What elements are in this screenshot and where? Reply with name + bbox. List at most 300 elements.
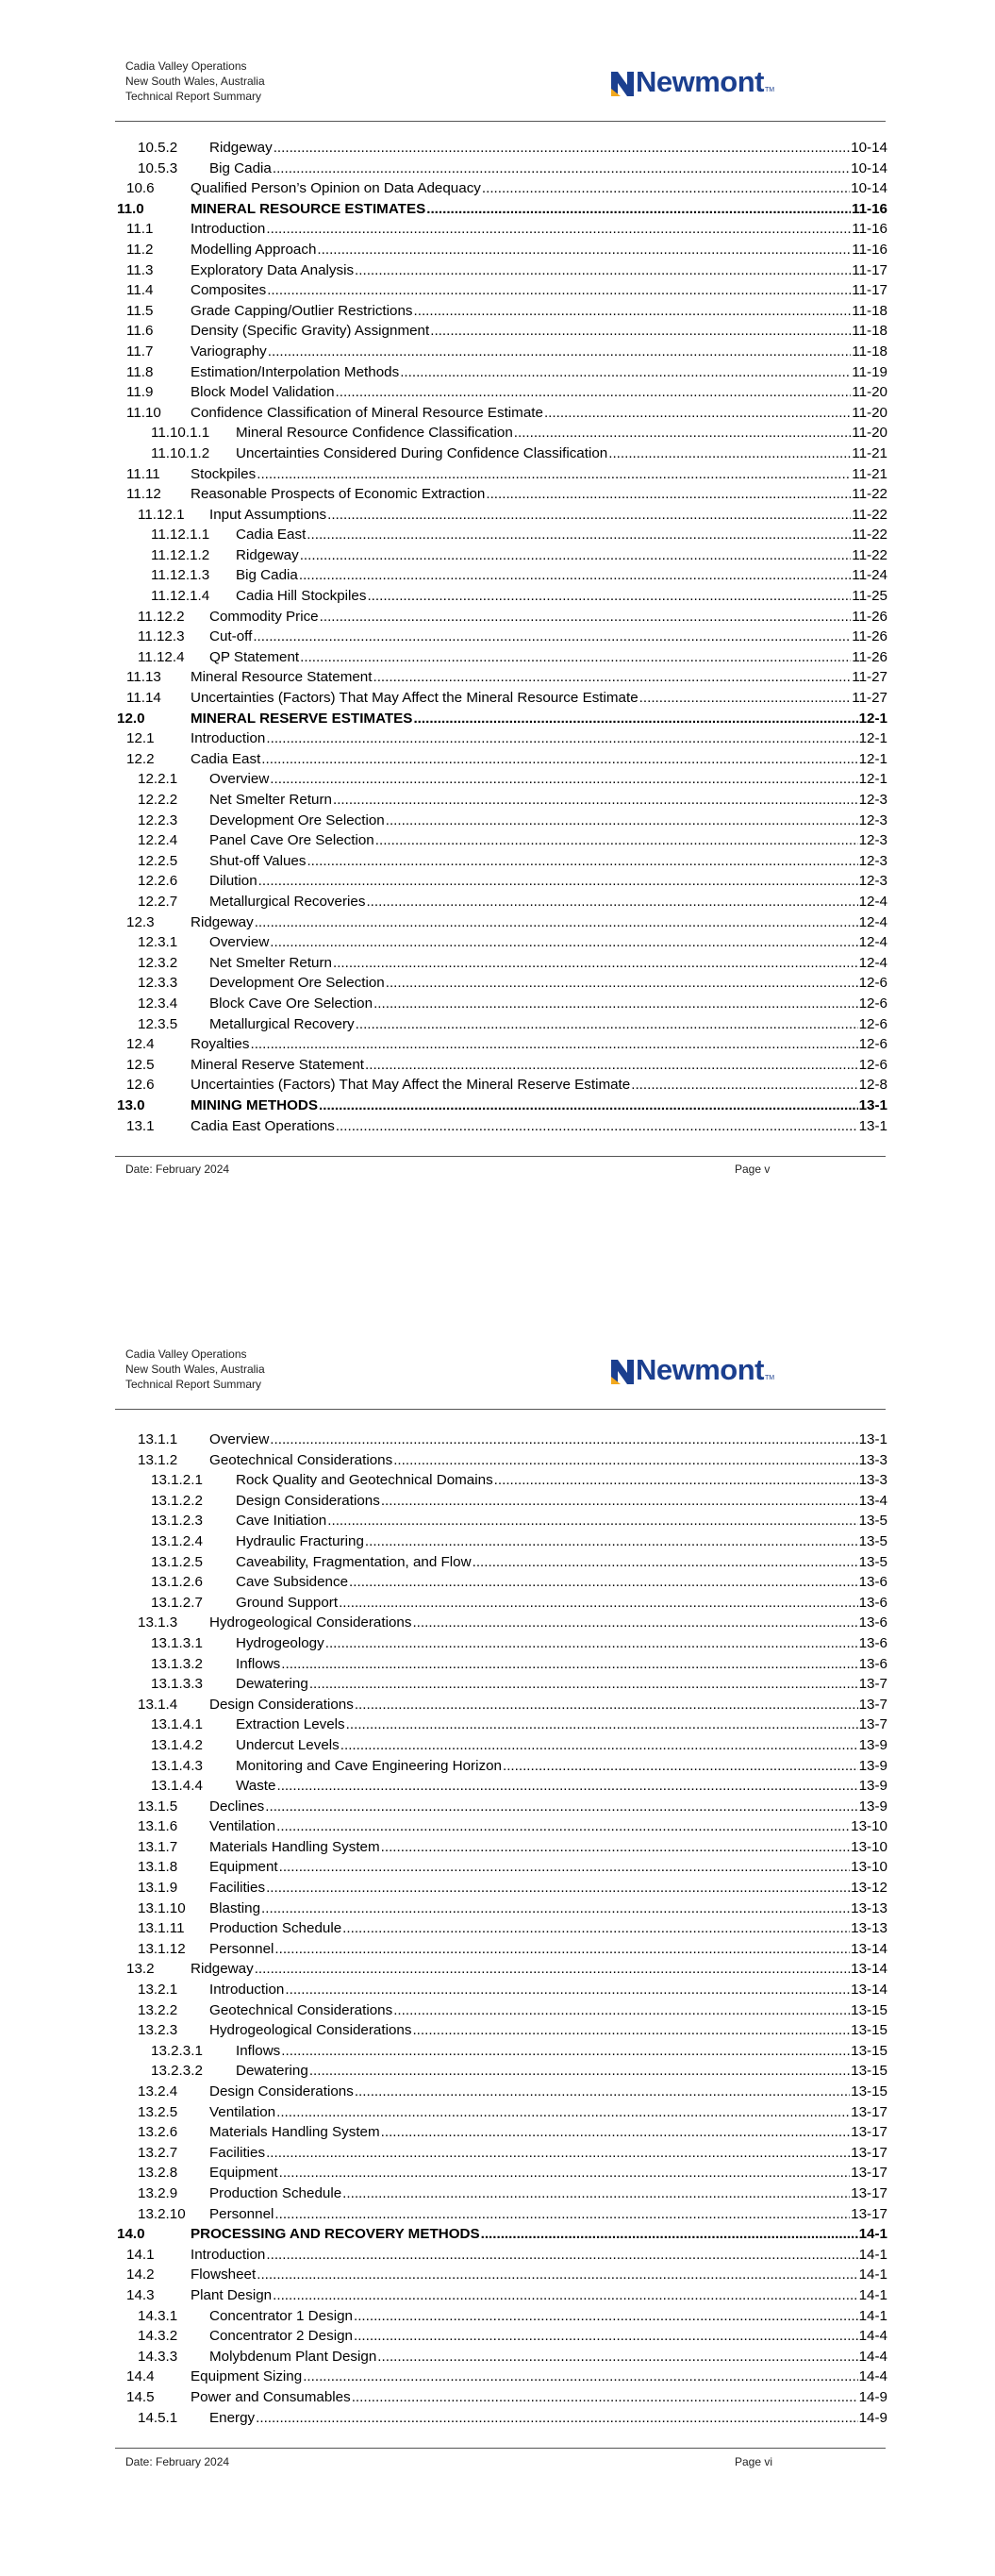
toc-dot-leader [381, 2122, 851, 2143]
toc-entry[interactable] [117, 464, 887, 485]
toc-entry-number: 13.1.5 [138, 1798, 178, 1815]
toc-entry-page: 12-4 [858, 934, 887, 951]
toc-entry[interactable] [117, 1593, 887, 1614]
toc-dot-leader [381, 1837, 851, 1858]
toc-entry[interactable] [117, 1816, 887, 1837]
toc-entry[interactable] [117, 545, 887, 566]
toc-entry-title: Uncertainties (Factors) That May Affect the Mineral Reserve Estimate [191, 1075, 631, 1096]
toc-entry[interactable] [117, 1654, 887, 1675]
toc-entry-number: 11.4 [126, 282, 154, 299]
toc-dot-leader [281, 2041, 850, 2062]
toc-entry[interactable] [117, 2347, 887, 2367]
logo-trademark: TM [765, 1375, 775, 1381]
toc-entry-number: 11.12.3 [138, 628, 185, 645]
toc-entry[interactable] [117, 1776, 887, 1797]
toc-entry-number: 14.3.2 [138, 2328, 178, 2345]
toc-entry[interactable] [117, 1715, 887, 1735]
toc-entry-number: 11.11 [126, 465, 160, 482]
toc-dot-leader [319, 1096, 858, 1116]
toc-entry[interactable] [117, 301, 887, 322]
toc-entry[interactable] [117, 1531, 887, 1552]
toc-entry[interactable] [117, 871, 887, 892]
toc-dot-leader [257, 464, 851, 485]
toc-entry[interactable] [117, 1613, 887, 1633]
toc-dot-leader [393, 2000, 850, 2021]
toc-entry[interactable] [117, 709, 887, 729]
toc-entry-title: Hydraulic Fracturing [236, 1531, 365, 1552]
newmont-logo [611, 64, 774, 96]
toc-dot-leader [270, 769, 857, 790]
toc-entry[interactable] [117, 2020, 887, 2041]
footer-date: Date: February 2024 [125, 1163, 230, 1176]
toc-dot-leader [481, 2224, 858, 2245]
toc-entry[interactable] [117, 607, 887, 627]
toc-entry[interactable] [117, 1116, 887, 1137]
toc-entry-page: 12-4 [858, 913, 887, 930]
toc-entry-page: 13-17 [851, 2124, 887, 2141]
toc-dot-leader [281, 1654, 857, 1675]
toc-entry-page: 13-9 [858, 1798, 887, 1815]
toc-entry-page: 11-20 [852, 425, 887, 442]
toc-entry[interactable] [117, 1980, 887, 2000]
toc-entry-number: 14.0 [117, 2226, 145, 2243]
toc-entry-page: 12-4 [858, 893, 887, 910]
toc-entry[interactable] [117, 2204, 887, 2225]
header-rule [115, 121, 886, 122]
toc-entry-page: 12-3 [858, 792, 887, 808]
toc-dot-leader [339, 1593, 858, 1614]
toc-entry-page: 14-1 [858, 2267, 887, 2283]
toc-entry[interactable] [117, 1055, 887, 1076]
toc-dot-leader [333, 953, 858, 974]
toc-entry[interactable] [117, 2367, 887, 2387]
toc-entry[interactable] [117, 382, 887, 403]
toc-dot-leader [412, 1613, 857, 1633]
toc-entry[interactable] [117, 627, 887, 647]
toc-entry-page: 10-14 [851, 140, 887, 156]
toc-entry-number: 13.2.3.1 [151, 2042, 203, 2059]
toc-dot-leader [261, 1899, 850, 1919]
toc-entry-page: 11-16 [851, 200, 887, 217]
toc-entry-title: Qualified Person’s Opinion on Data Adequacy [191, 178, 482, 199]
toc-entry-number: 14.5.1 [138, 2409, 178, 2426]
toc-dot-leader [514, 423, 852, 443]
toc-entry-number: 12.3.2 [138, 954, 178, 971]
toc-entry-title: Reasonable Prospects of Economic Extraction [191, 484, 486, 505]
toc-dot-leader [393, 1450, 857, 1471]
logo-trademark: TM [765, 87, 775, 93]
toc-dot-leader [266, 219, 851, 240]
toc-entry-title: Undercut Levels [236, 1735, 340, 1756]
toc-entry-page: 12-3 [858, 873, 887, 890]
toc-entry[interactable] [117, 1034, 887, 1055]
toc-entry[interactable] [117, 2387, 887, 2408]
toc-entry-page: 14-9 [858, 2388, 887, 2405]
toc-entry[interactable] [117, 2408, 887, 2429]
toc-entry[interactable] [117, 1857, 887, 1878]
toc-entry[interactable] [117, 2122, 887, 2143]
toc-entry-page: 13-17 [851, 2144, 887, 2161]
toc-dot-leader [320, 607, 852, 627]
toc-entry-title: Density (Specific Gravity) Assignment [191, 321, 430, 342]
toc-entry-page: 12-3 [858, 852, 887, 869]
toc-dot-leader [473, 1552, 858, 1573]
toc-entry[interactable] [117, 1756, 887, 1777]
toc-entry[interactable] [117, 1096, 887, 1116]
toc-entry-number: 13.1.1 [138, 1431, 178, 1447]
toc-entry-page: 11-27 [852, 669, 887, 686]
page-header [125, 59, 265, 104]
toc-entry[interactable] [117, 912, 887, 933]
newmont-n-mark-icon [611, 1360, 634, 1384]
toc-entry-page: 11-25 [852, 588, 887, 605]
toc-entry-page: 14-9 [858, 2409, 887, 2426]
toc-entry[interactable] [117, 647, 887, 668]
toc-entry[interactable] [117, 953, 887, 974]
toc-dot-leader [367, 586, 851, 607]
toc-entry[interactable] [117, 423, 887, 443]
toc-entry[interactable] [117, 1797, 887, 1817]
toc-entry[interactable] [117, 1899, 887, 1919]
toc-entry-number: 13.2.6 [138, 2124, 178, 2141]
toc-entry[interactable] [117, 1735, 887, 1756]
toc-entry-number: 13.2.3.2 [151, 2063, 203, 2080]
toc-entry[interactable] [117, 342, 887, 362]
toc-entry[interactable] [117, 403, 887, 424]
footer-date: Date: February 2024 [125, 2455, 230, 2468]
toc-entry[interactable] [117, 2061, 887, 2082]
toc-entry-title: Big Cadia [209, 159, 273, 179]
toc-entry-page: 13-4 [858, 1492, 887, 1509]
toc-entry-number: 14.4 [126, 2368, 155, 2385]
toc-dot-leader [355, 2082, 850, 2102]
toc-entry-title: Development Ore Selection [209, 973, 386, 994]
toc-dot-leader [356, 1014, 858, 1035]
toc-entry-number: 13.2 [126, 1961, 155, 1978]
toc-dot-leader [273, 2285, 857, 2306]
toc-entry-number: 13.1.9 [138, 1880, 178, 1897]
toc-dot-leader [309, 2061, 850, 2082]
toc-dot-leader [354, 2306, 858, 2327]
toc-entry-number: 11.5 [126, 302, 154, 319]
newmont-logo [611, 1352, 774, 1384]
toc-entry-number: 13.2.5 [138, 2103, 178, 2120]
toc-entry-title: Development Ore Selection [209, 811, 386, 831]
toc-entry-number: 13.1.2.5 [151, 1553, 203, 1570]
toc-entry[interactable] [117, 2306, 887, 2327]
toc-entry-title: Production Schedule [209, 1918, 342, 1939]
toc-entry-title: Ventilation [209, 2102, 276, 2123]
toc-entry[interactable] [117, 1552, 887, 1573]
toc-entry-page: 12-1 [858, 730, 887, 747]
toc-entry-page: 14-4 [858, 2348, 887, 2365]
toc-entry[interactable] [117, 932, 887, 953]
toc-entry[interactable] [117, 1075, 887, 1096]
toc-entry-title: Input Assumptions [209, 505, 327, 526]
toc-entry[interactable] [117, 769, 887, 790]
toc-entry-title: PROCESSING AND RECOVERY METHODS [191, 2224, 481, 2245]
toc-entry[interactable] [117, 2000, 887, 2021]
toc-entry[interactable] [117, 1674, 887, 1695]
toc-entry[interactable] [117, 199, 887, 220]
toc-entry-title: Metallurgical Recoveries [209, 892, 366, 912]
toc-entry-title: Personnel [209, 1939, 274, 1960]
toc-entry-page: 13-5 [858, 1553, 887, 1570]
toc-entry-page: 13-9 [858, 1736, 887, 1753]
toc-entry-page: 13-15 [851, 2083, 887, 2099]
toc-entry-page: 11-26 [852, 608, 887, 625]
toc-dot-leader [325, 1633, 858, 1654]
toc-entry[interactable] [117, 1837, 887, 1858]
header-operation: Cadia Valley Operations [125, 59, 247, 73]
toc-entry-title: Extraction Levels [236, 1715, 346, 1735]
toc-entry[interactable] [117, 2183, 887, 2204]
toc-entry[interactable] [117, 1511, 887, 1531]
toc-entry-page: 12-3 [858, 832, 887, 849]
toc-entry-page: 12-8 [858, 1077, 887, 1094]
toc-entry-page: 11-26 [852, 628, 887, 645]
toc-entry[interactable] [117, 2265, 887, 2285]
toc-entry-number: 11.6 [126, 323, 154, 340]
toc-dot-leader [373, 667, 851, 688]
toc-entry[interactable] [117, 2041, 887, 2062]
toc-entry-number: 13.1.2.2 [151, 1492, 203, 1509]
toc-dot-leader [482, 178, 850, 199]
toc-entry-title: Production Schedule [209, 2183, 342, 2204]
toc-entry[interactable] [117, 1572, 887, 1593]
toc-entry-title: Geotechnical Considerations [209, 1450, 393, 1471]
toc-entry-page: 13-15 [851, 2022, 887, 2039]
toc-dot-leader [274, 138, 850, 159]
toc-entry-title: Confidence Classification of Mineral Resource Estimate [191, 403, 544, 424]
toc-entry-page: 13-13 [851, 1899, 887, 1916]
toc-entry-page: 12-1 [858, 771, 887, 788]
toc-entry-title: Cut-off [209, 627, 253, 647]
toc-entry-number: 11.12 [126, 486, 161, 503]
toc-entry-title: Equipment [209, 1857, 279, 1878]
toc-entry[interactable] [117, 362, 887, 383]
toc-entry-title: Ground Support [236, 1593, 339, 1614]
toc-entry-title: Inflows [236, 1654, 281, 1675]
toc-dot-leader [270, 1430, 857, 1450]
toc-entry[interactable] [117, 138, 887, 159]
toc-entry-number: 13.1.10 [138, 1899, 186, 1916]
toc-dot-leader [349, 1572, 858, 1593]
toc-entry-number: 12.3 [126, 913, 155, 930]
toc-entry-number: 13.1.7 [138, 1838, 178, 1855]
toc-entry-title: Ventilation [209, 1816, 276, 1837]
toc-entry[interactable] [117, 443, 887, 464]
toc-entry[interactable] [117, 1470, 887, 1491]
toc-page-vi [0, 1288, 995, 2576]
toc-entry[interactable] [117, 994, 887, 1014]
header-rule [115, 1409, 886, 1410]
toc-entry[interactable] [117, 2285, 887, 2306]
toc-entry-page: 13-3 [858, 1472, 887, 1489]
toc-entry-number: 12.1 [126, 730, 155, 747]
toc-dot-leader [355, 260, 851, 281]
toc-entry[interactable] [117, 240, 887, 260]
toc-entry[interactable] [117, 2163, 887, 2183]
toc-entry-title: Hydrogeological Considerations [209, 1613, 412, 1633]
toc-entry[interactable] [117, 790, 887, 811]
footer-page-number: Page vi [735, 2455, 773, 2468]
toc-entry-number: 12.2.5 [138, 852, 178, 869]
toc-entry-page: 11-18 [852, 323, 887, 340]
toc-dot-leader [365, 1055, 858, 1076]
toc-entry[interactable] [117, 1450, 887, 1471]
toc-entry[interactable] [117, 851, 887, 872]
toc-entry-number: 11.10.1.2 [151, 444, 210, 461]
header-report-type: Technical Report Summary [125, 1378, 262, 1391]
toc-dot-leader [265, 1797, 857, 1817]
toc-entry[interactable] [117, 178, 887, 199]
toc-entry[interactable] [117, 749, 887, 770]
toc-entry-number: 14.3.3 [138, 2348, 178, 2365]
toc-dot-leader [276, 1776, 857, 1797]
toc-dot-leader [413, 709, 857, 729]
toc-entry-title: Grade Capping/Outlier Restrictions [191, 301, 414, 322]
toc-entry-number: 13.1.3 [138, 1614, 178, 1631]
toc-entry-number: 11.12.1 [138, 506, 185, 523]
toc-entry[interactable] [117, 586, 887, 607]
toc-entry-page: 14-1 [858, 2286, 887, 2303]
toc-entry-title: Net Smelter Return [209, 790, 333, 811]
toc-entry[interactable] [117, 1633, 887, 1654]
toc-entry[interactable] [117, 2082, 887, 2102]
toc-entry-title: Introduction [191, 728, 266, 749]
toc-dot-leader [426, 199, 851, 220]
toc-entry[interactable] [117, 1959, 887, 1980]
toc-entry[interactable] [117, 1918, 887, 1939]
toc-entry[interactable] [117, 321, 887, 342]
toc-dot-leader [430, 321, 851, 342]
toc-dot-leader [494, 1470, 858, 1491]
toc-entry-number: 11.12.4 [138, 648, 185, 665]
toc-entry[interactable] [117, 973, 887, 994]
toc-entry[interactable] [117, 688, 887, 709]
footer-page-number: Page v [735, 1163, 771, 1176]
toc-entry-number: 13.1.3.2 [151, 1655, 203, 1672]
toc-entry-number: 12.3.1 [138, 934, 178, 951]
header-report-type: Technical Report Summary [125, 90, 262, 103]
toc-entry-page: 13-17 [851, 2165, 887, 2182]
toc-entry-number: 12.2.7 [138, 893, 178, 910]
toc-dot-leader [270, 932, 857, 953]
toc-entry-title: Overview [209, 1430, 270, 1450]
toc-entry-page: 14-1 [858, 2246, 887, 2263]
toc-entry[interactable] [117, 667, 887, 688]
toc-entry[interactable] [117, 219, 887, 240]
toc-entry-title: MINING METHODS [191, 1096, 319, 1116]
toc-entry-page: 11-17 [852, 261, 887, 278]
toc-entry-page: 13-1 [858, 1431, 887, 1447]
toc-entry-number: 11.14 [126, 690, 161, 707]
toc-entry-title: Dilution [209, 871, 258, 892]
toc-entry[interactable] [117, 1491, 887, 1512]
toc-entry[interactable] [117, 1430, 887, 1450]
toc-entry-title: Uncertainties Considered During Confidence Classification [236, 443, 608, 464]
toc-entry-number: 14.3.1 [138, 2307, 178, 2324]
toc-entry-number: 11.8 [126, 363, 154, 380]
toc-dot-leader [250, 1034, 857, 1055]
toc-entry[interactable] [117, 1939, 887, 1960]
toc-entry[interactable] [117, 811, 887, 831]
toc-entry[interactable] [117, 505, 887, 526]
toc-entry[interactable] [117, 1878, 887, 1899]
toc-entry[interactable] [117, 525, 887, 545]
toc-dot-leader [317, 240, 851, 260]
toc-entry-title: Cadia East Operations [191, 1116, 336, 1137]
toc-entry-title: Cave Subsidence [236, 1572, 349, 1593]
toc-entry-page: 12-6 [858, 1036, 887, 1053]
toc-entry[interactable] [117, 260, 887, 281]
toc-entry-number: 13.1.6 [138, 1818, 178, 1835]
toc-entry-number: 10.6 [126, 180, 155, 197]
toc-entry[interactable] [117, 2245, 887, 2266]
toc-entry-number: 13.0 [117, 1096, 145, 1113]
toc-entry-title: Mineral Reserve Statement [191, 1055, 365, 1076]
toc-entry-number: 13.1.2.3 [151, 1513, 203, 1530]
toc-dot-leader [608, 443, 851, 464]
toc-entry[interactable] [117, 2326, 887, 2347]
toc-entry-page: 13-5 [858, 1532, 887, 1549]
toc-entry[interactable] [117, 484, 887, 505]
page-header [125, 1347, 265, 1392]
toc-entry[interactable] [117, 892, 887, 912]
toc-entry-title: Facilities [209, 2143, 266, 2164]
toc-entry-page: 11-16 [852, 241, 887, 258]
toc-entry-number: 11.2 [126, 241, 154, 258]
toc-entry-title: Variography [191, 342, 268, 362]
toc-entry-title: Cadia Hill Stockpiles [236, 586, 367, 607]
toc-entry-page: 13-7 [858, 1696, 887, 1713]
toc-entry[interactable] [117, 1014, 887, 1035]
toc-entry[interactable] [117, 830, 887, 851]
toc-dot-leader [273, 159, 850, 179]
toc-entry-page: 12-4 [858, 954, 887, 971]
toc-dot-leader [414, 301, 852, 322]
toc-entry-title: Concentrator 2 Design [209, 2326, 354, 2347]
toc-entry-page: 12-6 [858, 995, 887, 1012]
toc-entry-title: Commodity Price [209, 607, 320, 627]
toc-entry-page: 12-6 [858, 975, 887, 992]
logo-wordmark: Newmont [636, 65, 764, 98]
toc-entry-number: 13.2.9 [138, 2184, 178, 2201]
toc-list [117, 1430, 887, 2428]
toc-entry[interactable] [117, 2224, 887, 2245]
toc-entry-number: 13.1.4 [138, 1696, 178, 1713]
toc-entry[interactable] [117, 2143, 887, 2164]
toc-entry-title: Block Cave Ore Selection [209, 994, 373, 1014]
toc-entry[interactable] [117, 1695, 887, 1715]
toc-entry-number: 10.5.3 [138, 159, 178, 176]
toc-entry-number: 12.2.2 [138, 792, 178, 808]
toc-dot-leader [503, 1756, 858, 1777]
toc-entry-title: Introduction [209, 1980, 285, 2000]
toc-entry[interactable] [117, 2102, 887, 2123]
toc-entry-number: 14.2 [126, 2267, 155, 2283]
toc-dot-leader [255, 912, 858, 933]
toc-dot-leader [486, 484, 851, 505]
toc-entry-title: Panel Cave Ore Selection [209, 830, 375, 851]
toc-entry[interactable] [117, 565, 887, 586]
toc-entry[interactable] [117, 159, 887, 179]
toc-entry-number: 13.1.3.3 [151, 1676, 203, 1693]
toc-entry[interactable] [117, 280, 887, 301]
toc-entry[interactable] [117, 728, 887, 749]
logo-wordmark: Newmont [636, 1353, 764, 1386]
